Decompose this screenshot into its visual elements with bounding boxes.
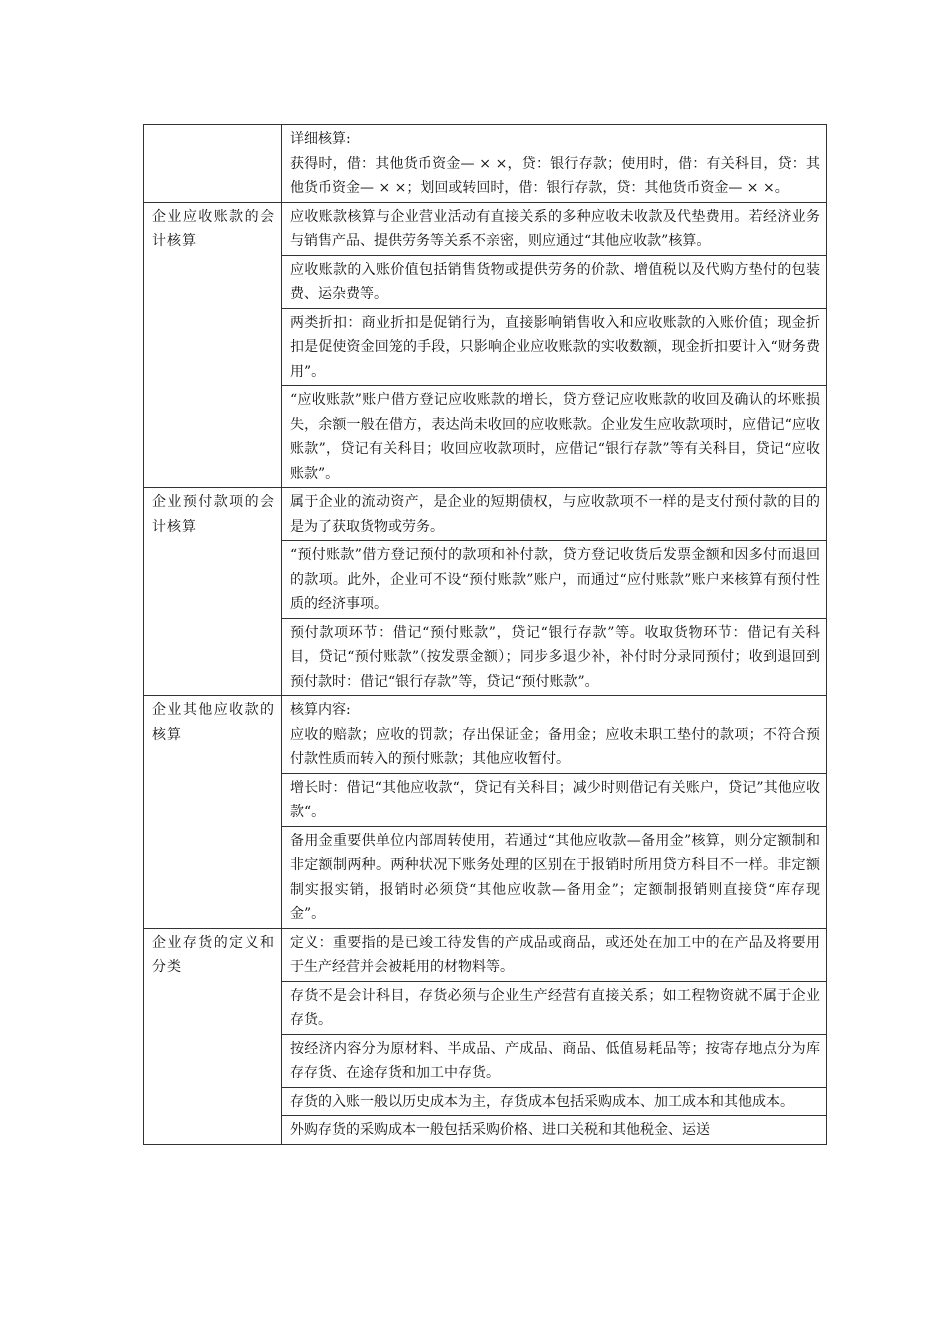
detail-text: 应收的赔款；应收的罚款；存出保证金；备用金；应收未职工垫付的款项；不符合预付款性质而转入的预付账款；其他应收暂付。	[290, 726, 820, 767]
detail-cell: “应收账款”账户借方登记应收账款的增长，贷方登记应收账款的收回及确认的坏账损失，余额一般在借方，表达尚未收回的应收账款。企业发生应收款项时，应借记“应收账款”，贷记有关科目；收回应收款项时，应借记“银行存款”等有关科目，贷记“应收账款”。	[282, 386, 827, 488]
category-cell: 企业预付款项的会计核算	[144, 488, 282, 696]
detail-heading: 详细核算:	[290, 131, 351, 147]
detail-cell: 应收账款核算与企业营业活动有直接关系的多种应收未收款及代垫费用。若经济业务与销售产品、提供劳务等关系不亲密，则应通过“其他应收款”核算。	[282, 202, 827, 255]
detail-text: 获得时，借：其他货币资金— × ×，贷：银行存款；使用时，借：有关科目，贷：其他货币资金— × ×；划回或转回时，借：银行存款，贷：其他货币资金— × ×。	[290, 155, 820, 196]
table-row	[144, 125, 827, 203]
detail-cell: 定义：重要指的是已竣工待发售的产成品或商品，或还处在加工中的在产品及将要用于生产经营并会被耗用的材物料等。	[282, 928, 827, 981]
table-row	[144, 928, 827, 981]
accounting-notes-table	[143, 124, 827, 1145]
detail-cell: 存货不是会计科目，存货必须与企业生产经营有直接关系；如工程物资就不属于企业存货。	[282, 981, 827, 1034]
detail-cell: 属于企业的流动资产，是企业的短期债权，与应收款项不一样的是支付预付款的目的是为了获取货物或劳务。	[282, 488, 827, 541]
category-cell: 企业其他应收款的核算	[144, 696, 282, 929]
detail-heading: 核算内容:	[290, 702, 351, 718]
detail-cell	[282, 125, 827, 203]
detail-cell: 两类折扣：商业折扣是促销行为，直接影响销售收入和应收账款的入账价值；现金折扣是促使资金回笼的手段，只影响企业应收账款的实收数额，现金折扣要计入“财务费用”。	[282, 308, 827, 386]
detail-cell: 存货的入账一般以历史成本为主，存货成本包括采购成本、加工成本和其他成本。	[282, 1087, 827, 1116]
detail-cell: 备用金重要供单位内部周转使用，若通过“其他应收款—备用金”核算，则分定额制和非定额制两种。两种状况下账务处理的区别在于报销时所用贷方科目不一样。非定额制实报实销，报销时必须贷“其他应收款—备用金”；定额制报销则直接贷“库存现金”。	[282, 826, 827, 928]
category-cell: 企业存货的定义和分类	[144, 928, 282, 1144]
detail-cell	[282, 696, 827, 774]
table-row	[144, 202, 827, 255]
detail-cell: “预付账款”借方登记预付的款项和补付款，贷方登记收货后发票金额和因多付而退回的款项。此外，企业可不设“预付账款”账户，而通过“应付账款”账户来核算有预付性质的经济事项。	[282, 541, 827, 619]
detail-cell: 预付款项环节：借记“预付账款”，贷记“银行存款”等。收取货物环节：借记有关科目，贷记“预付账款”（按发票金额）；同步多退少补，补付时分录同预付；收到退回到预付款时：借记“银行存款”等，贷记“预付账款”。	[282, 618, 827, 696]
category-cell	[144, 125, 282, 203]
detail-cell: 外购存货的采购成本一般包括采购价格、进口关税和其他税金、运送	[282, 1116, 827, 1145]
detail-cell: 增长时：借记“其他应收款“，贷记有关科目；减少时则借记有关账户，贷记”其他应收款“。	[282, 773, 827, 826]
detail-cell: 应收账款的入账价值包括销售货物或提供劳务的价款、增值税以及代购方垫付的包装费、运杂费等。	[282, 255, 827, 308]
table-row	[144, 696, 827, 774]
table-row	[144, 488, 827, 541]
category-cell: 企业应收账款的会计核算	[144, 202, 282, 488]
detail-cell: 按经济内容分为原材料、半成品、产成品、商品、低值易耗品等；按寄存地点分为库存存货、在途存货和加工中存货。	[282, 1034, 827, 1087]
